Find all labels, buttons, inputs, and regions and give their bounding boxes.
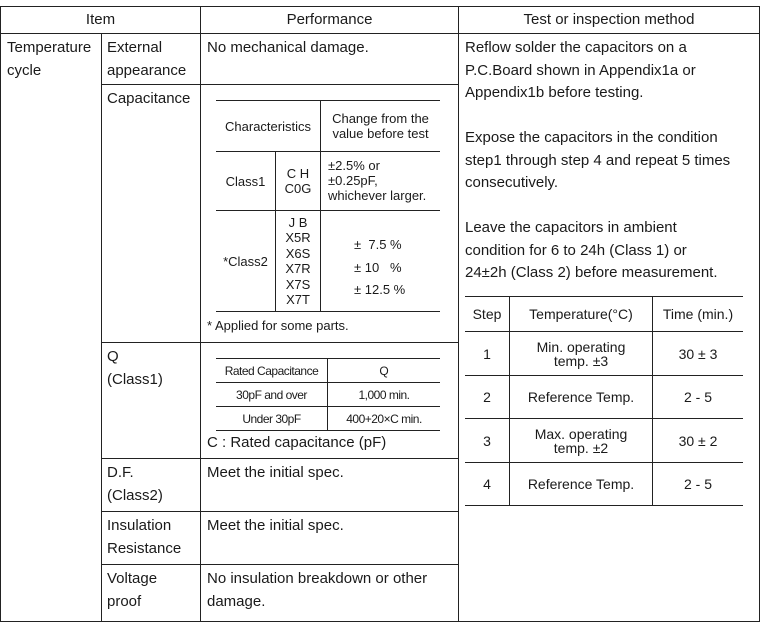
performance-df: Meet the initial spec. (207, 464, 344, 481)
step-header-step: Step (472, 306, 502, 322)
cap-class1-codes: C H C0G (284, 166, 312, 196)
rule-item-sub (101, 33, 102, 622)
step-row4-time: 2 - 5 (683, 476, 712, 492)
step-row3-temp: Max. operating temp. ±2 (534, 425, 628, 456)
q-row1-q: 1,000 min. (358, 387, 410, 402)
rule-item-performance (200, 6, 201, 622)
method-para-expose: Expose the capacitors in the condition step1 through step 4 and repeat 5 times consecutively. (465, 129, 731, 191)
sub-item-df: D.F. (Class2) (107, 464, 163, 504)
q-header-rated: Rated Capacitance (224, 363, 319, 378)
method-para-leave: Leave the capacitors in ambient condition for 6 to 24h (Class 1) or 24±2h (Class 2) before measurement. (465, 219, 718, 281)
cap-note: * Applied for some parts. (207, 318, 349, 333)
cap-class2-codes: J B X5R X6S X7R X7S X7T (285, 214, 311, 307)
q-rule-bottom (216, 430, 440, 431)
step-row1-temp: Min. operating temp. ±3 (536, 338, 626, 369)
rule-header-bottom (0, 33, 760, 34)
method-para-reflow: Reflow solder the capacitors on a P.C.Board shown in Appendix1a or Appendix1b before testing. (465, 39, 696, 101)
sub-item-voltage-proof: Voltage proof (107, 570, 158, 610)
cap-class2-label: *Class2 (223, 253, 268, 269)
q-header-q: Q (379, 363, 389, 378)
sub-item-capacitance: Capacitance (107, 90, 191, 107)
step-row3-time: 30 ± 2 (678, 432, 718, 449)
header-method: Test or inspection method (523, 10, 695, 28)
rule-q-bottom (101, 458, 458, 459)
step-header-time: Time (min.) (662, 306, 734, 322)
sub-item-q: Q (Class1) (107, 348, 163, 388)
cap-header-characteristics: Characteristics (225, 118, 311, 134)
item-temperature-cycle: Temperature cycle (7, 39, 92, 79)
header-performance: Performance (286, 10, 373, 28)
performance-voltage-proof: No insulation breakdown or other damage. (207, 570, 428, 610)
performance-external-appearance: No mechanical damage. (207, 39, 369, 56)
rule-bottom (0, 621, 760, 622)
cap-rule-bottom (216, 311, 440, 312)
cap-header-change: Change from the value before test (332, 111, 429, 141)
step-rule-bottom (465, 505, 743, 506)
q-row1-rated: 30pF and over (236, 387, 307, 402)
q-row2-q: 400+20×C min. (346, 411, 422, 426)
step-row2-time: 2 - 5 (683, 389, 712, 405)
rule-right (759, 6, 760, 622)
cap-class1-label: Class1 (225, 173, 266, 189)
rule-external-bottom (101, 84, 458, 85)
rule-top (0, 6, 760, 7)
sub-item-insulation-resistance: Insulation Resistance (107, 517, 182, 557)
step-row4-step: 4 (483, 476, 491, 492)
cap-class1-value: ±2.5% or ±0.25pF, whichever larger. (328, 158, 427, 203)
rule-ir-bottom (101, 564, 458, 565)
performance-insulation-resistance: Meet the initial spec. (207, 517, 344, 534)
step-row2-step: 2 (483, 389, 491, 405)
step-header-temperature: Temperature(°C) (529, 306, 633, 322)
rule-left (0, 6, 1, 622)
rule-performance-method (458, 6, 459, 622)
rule-df-bottom (101, 511, 458, 512)
rule-capacitance-bottom (101, 342, 458, 343)
q-note: C : Rated capacitance (pF) (207, 434, 387, 451)
step-row2-temp: Reference Temp. (527, 389, 635, 405)
step-row1-step: 1 (483, 345, 491, 362)
step-row4-temp: Reference Temp. (527, 476, 635, 492)
step-row1-time: 30 ± 3 (678, 345, 718, 362)
q-row2-rated: Under 30pF (242, 411, 301, 426)
step-row3-step: 3 (483, 432, 491, 449)
cap-class2-value: ± 7.5 % ± 10 % ± 12.5 % (354, 237, 406, 297)
sub-item-external-appearance: External appearance (107, 39, 187, 79)
header-item: Item (85, 10, 116, 28)
